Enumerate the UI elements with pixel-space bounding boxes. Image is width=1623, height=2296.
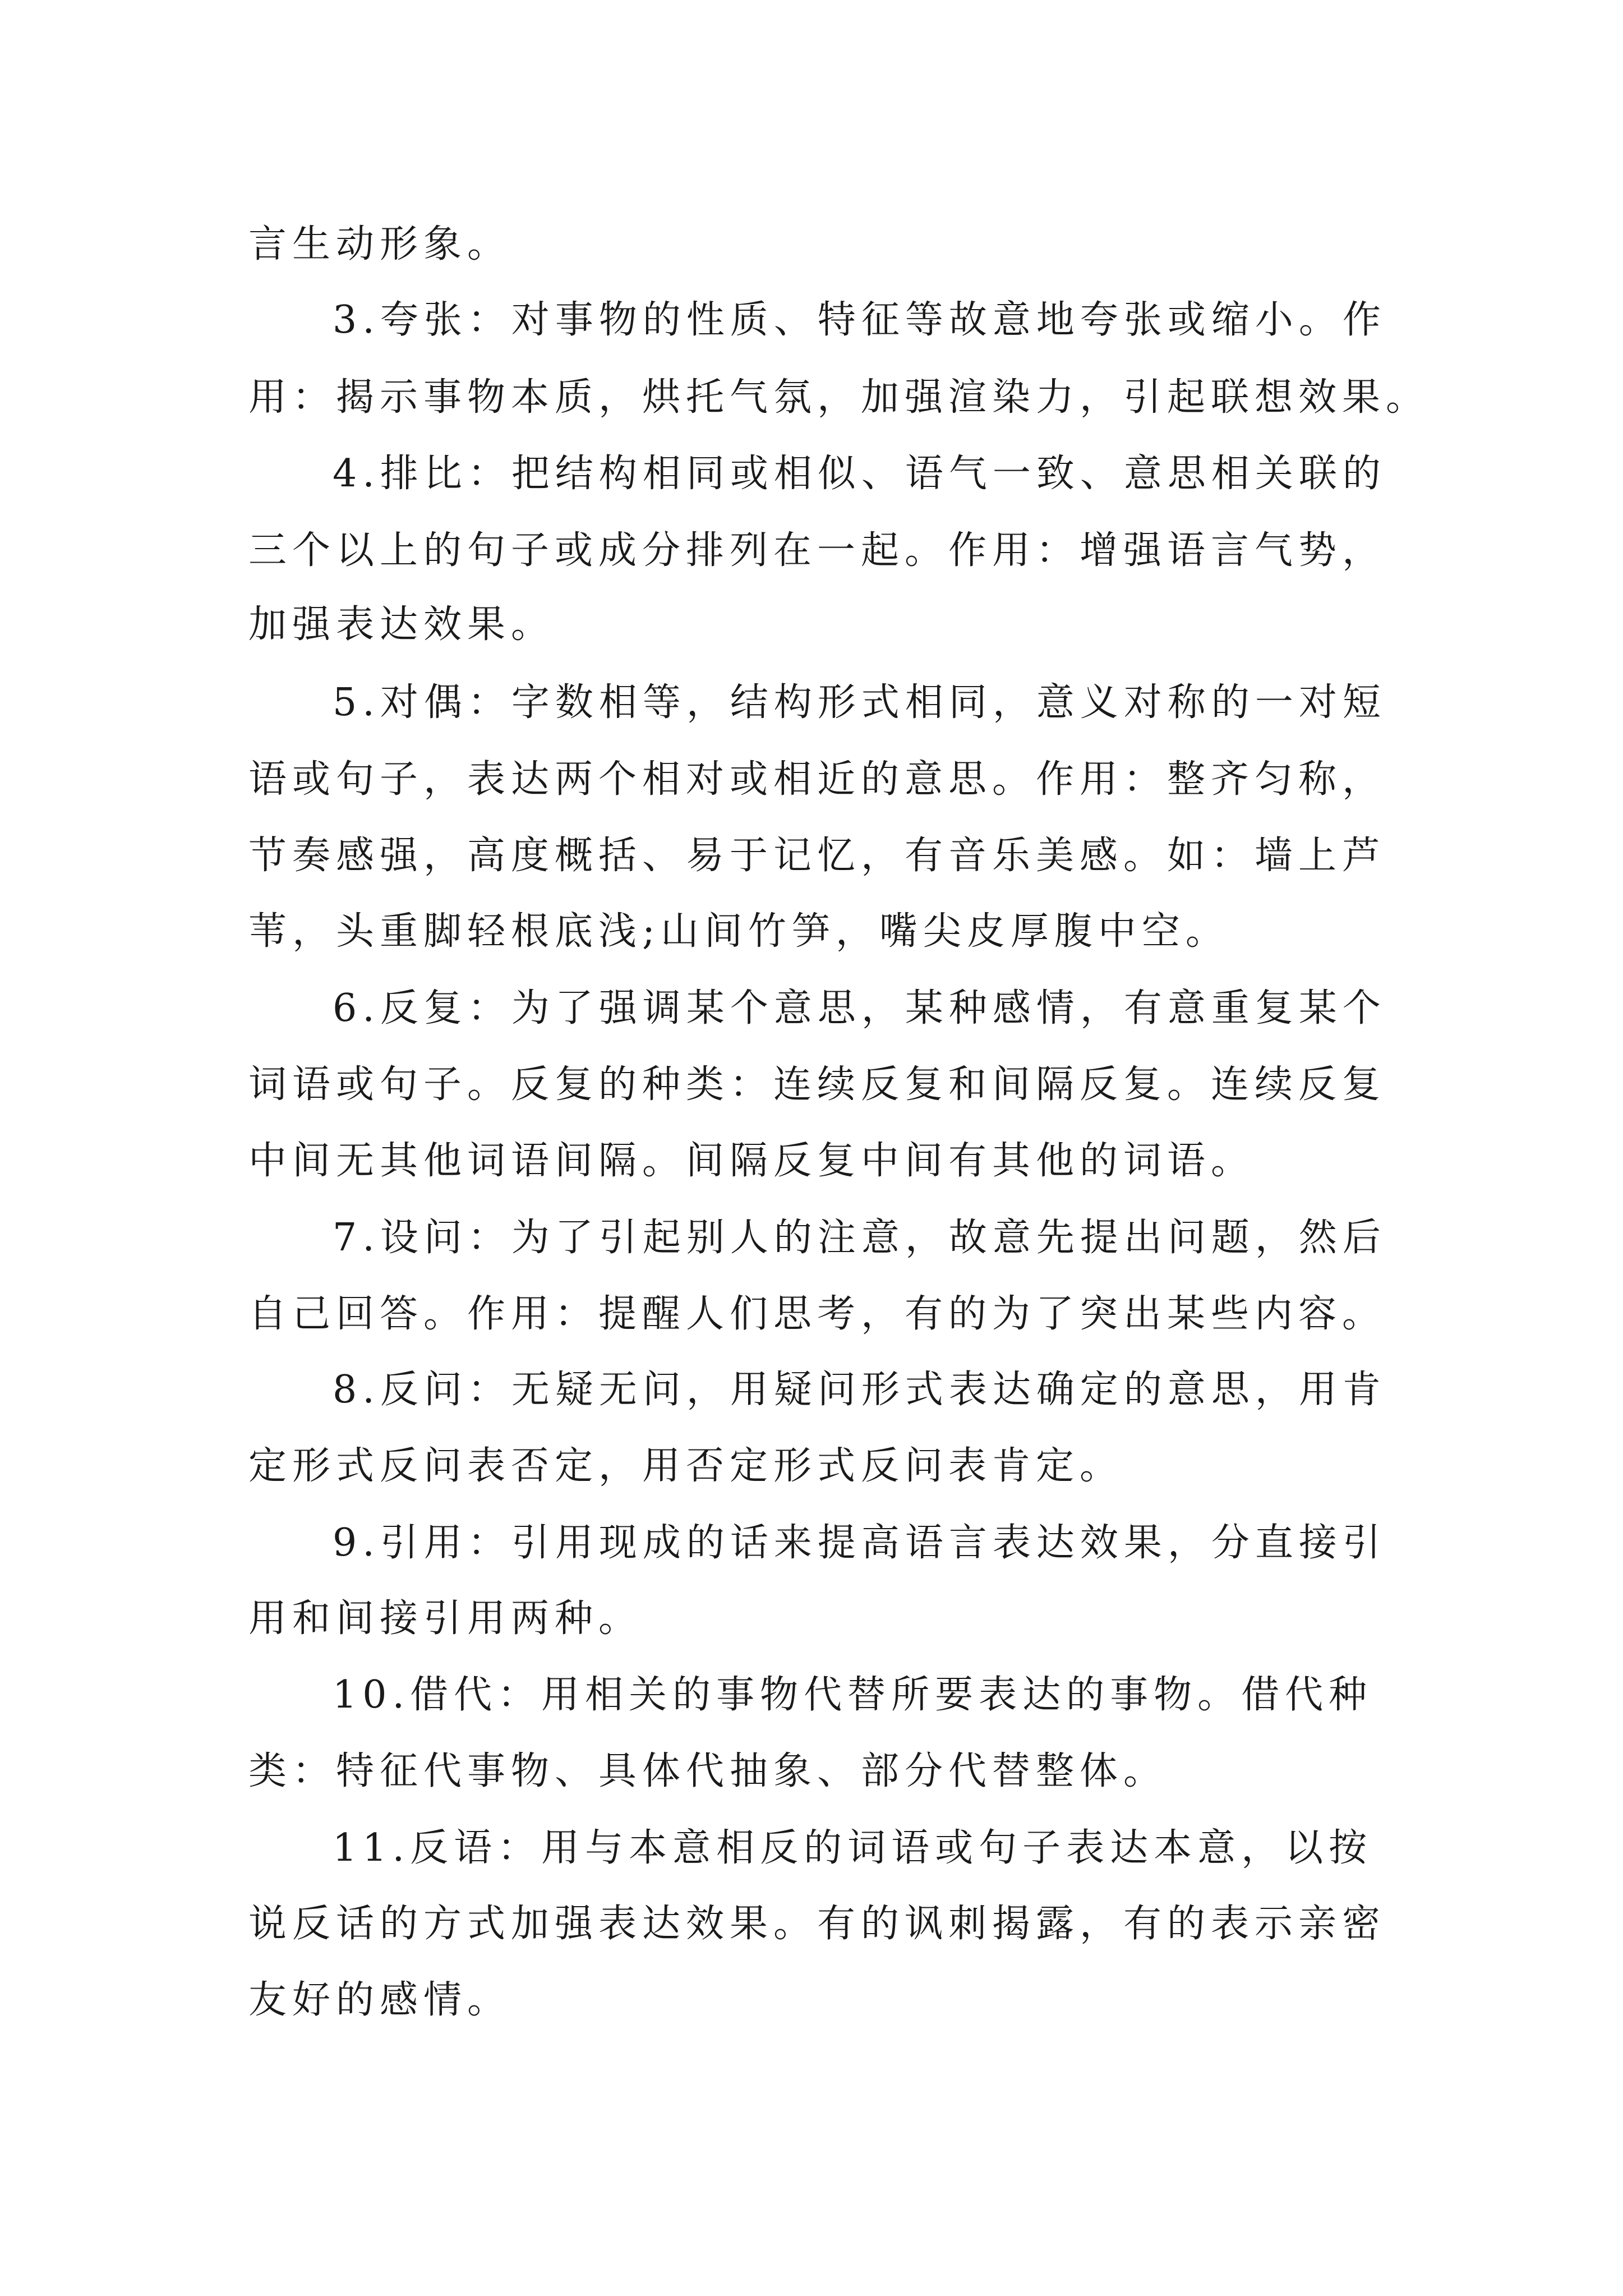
text-line: 9.引用：引用现成的话来提高语言表达效果，分直接引 [333, 1521, 1386, 1565]
text-line: 自己回答。作用：提醒人们思考，有的为了突出某些内容。 [248, 1292, 1386, 1336]
text-line: 4.排比：把结构相同或相似、语气一致、意思相关联的 [333, 452, 1386, 496]
text-line: 语或句子，表达两个相对或相近的意思。作用：整齐匀称， [248, 757, 1386, 802]
text-line: 苇，头重脚轻根底浅;山间竹笋，嘴尖皮厚腹中空。 [248, 909, 1229, 954]
text-line: 加强表达效果。 [248, 602, 555, 647]
text-line: 6.反复：为了强调某个意思，某种感情，有意重复某个 [333, 986, 1386, 1030]
text-line: 说反话的方式加强表达效果。有的讽刺揭露，有的表示亲密 [248, 1902, 1386, 1946]
text-line: 友好的感情。 [248, 1978, 511, 2022]
text-line: 5.对偶：字数相等，结构形式相同，意义对称的一对短 [333, 680, 1386, 725]
text-line: 3.夸张：对事物的性质、特征等故意地夸张或缩小。作 [333, 298, 1386, 342]
text-line: 类：特征代事物、具体代抽象、部分代替整体。 [248, 1749, 1168, 1793]
text-line: 10.借代：用相关的事物代替所要表达的事物。借代种 [333, 1673, 1373, 1717]
text-line: 言生动形象。 [248, 222, 511, 266]
text-line: 节奏感强，高度概括、易于记忆，有音乐美感。如：墙上芦 [248, 834, 1386, 878]
text-line: 定形式反问表否定，用否定形式反问表肯定。 [248, 1444, 1124, 1488]
text-line: 11.反语：用与本意相反的词语或句子表达本意，以按 [333, 1826, 1373, 1870]
text-line: 中间无其他词语间隔。间隔反复中间有其他的词语。 [248, 1139, 1255, 1183]
text-line: 三个以上的句子或成分排列在一起。作用：增强语言气势， [248, 528, 1386, 573]
text-line: 用和间接引用两种。 [248, 1596, 643, 1641]
text-line: 8.反问：无疑无问，用疑问形式表达确定的意思，用肯 [333, 1368, 1386, 1412]
text-line: 7.设问：为了引起别人的注意，故意先提出问题，然后 [333, 1216, 1386, 1260]
text-line: 词语或句子。反复的种类：连续反复和间隔反复。连续反复 [248, 1062, 1386, 1107]
text-line: 用：揭示事物本质，烘托气氛，加强渲染力，引起联想效果。 [248, 375, 1430, 420]
